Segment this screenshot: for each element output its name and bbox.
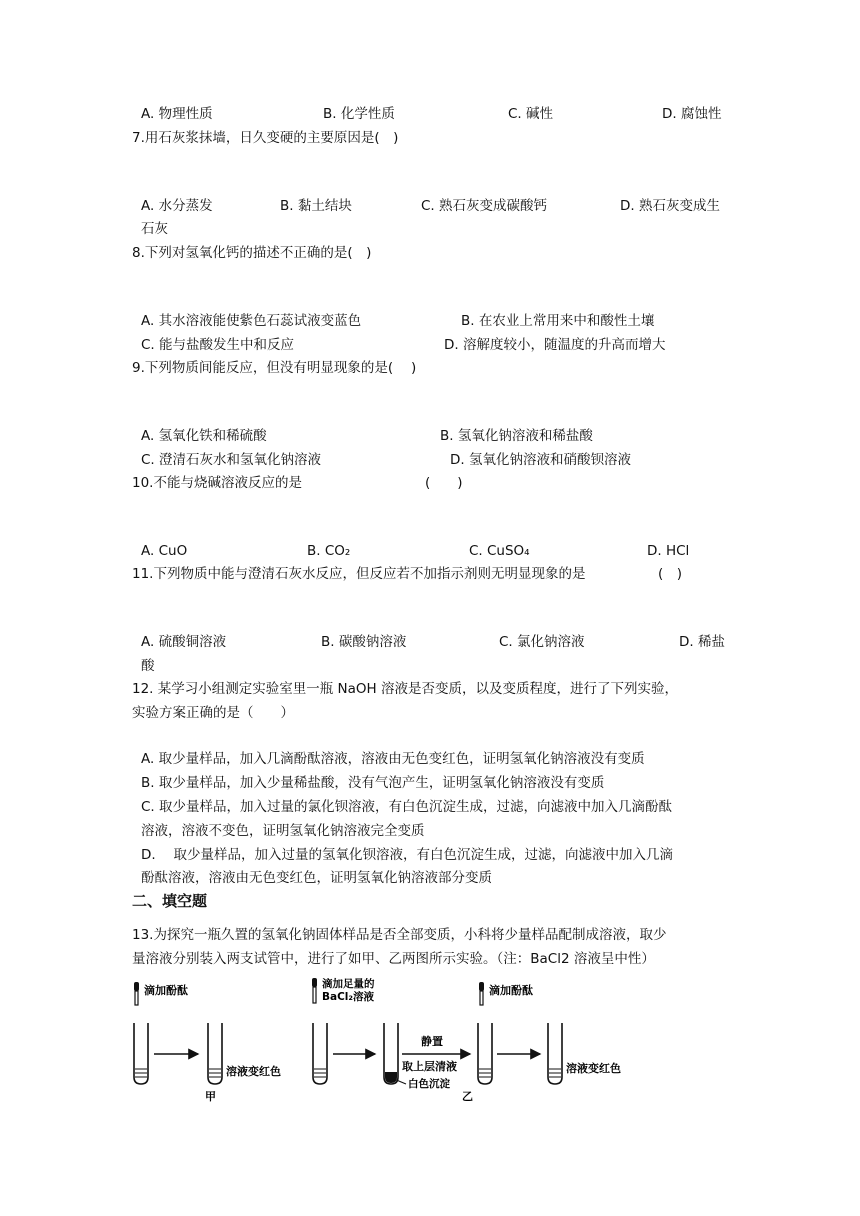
yi-dropper-2-icon — [479, 982, 484, 1005]
q11-option-d: D. 稀盐 — [679, 634, 725, 650]
q8-option-a: A. 其水溶液能使紫色石蕊试液变蓝色 — [141, 313, 362, 329]
q11-option-c: C. 氯化钠溶液 — [499, 634, 585, 650]
q12-option-b: B. 取少量样品，加入少量稀盐酸，没有气泡产生，证明氢氧化钠溶液没有变质 — [141, 775, 605, 791]
q8-option-c: C. 能与盐酸发生中和反应 — [141, 337, 295, 353]
q11-option-d-wrap: 酸 — [141, 658, 155, 674]
q12-option-d-line1: D. 取少量样品，加入过量的氢氧化钡溶液，有白色沉淀生成，过滤，向滤液中加入几滴 — [141, 847, 673, 863]
q9-option-d: D. 氢氧化钠溶液和硝酸钡溶液 — [450, 452, 631, 468]
q7-option-d-wrap: 石灰 — [141, 221, 168, 237]
q9-option-a: A. 氢氧化铁和稀硫酸 — [141, 428, 267, 444]
jia-drop-label: 滴加酚酞 — [144, 984, 188, 997]
jia-test-tube-2-icon — [208, 1023, 222, 1084]
jia-result-label: 溶液变红色 — [226, 1065, 281, 1078]
q12-option-d-line2: 酚酞溶液，溶液由无色变红色，证明氢氧化钠溶液部分变质 — [141, 870, 492, 886]
q11-option-a: A. 硫酸铜溶液 — [141, 634, 227, 650]
q6-option-a: A. 物理性质 — [141, 106, 213, 122]
jia-test-tube-1-icon — [134, 1023, 148, 1084]
yi-result-label: 溶液变红色 — [566, 1062, 621, 1075]
yi-test-tube-4-icon — [548, 1023, 562, 1084]
q10-option-a: A. CuO — [141, 543, 188, 559]
q12-option-c-line2: 溶液，溶液不变色，证明氢氧化钠溶液完全变质 — [141, 823, 425, 839]
yi-label: 乙 — [462, 1090, 473, 1103]
yi-drop-label-3: 滴加酚酞 — [489, 984, 533, 997]
q10-option-b: B. CO₂ — [307, 543, 351, 559]
q11-option-b: B. 碳酸钠溶液 — [321, 634, 407, 650]
jia-label: 甲 — [205, 1090, 216, 1103]
q7-option-d: D. 熟石灰变成生 — [620, 198, 720, 214]
q10-stem: 10.不能与烧碱溶液反应的是 — [132, 475, 302, 491]
q13-stem-line1: 13.为探究一瓶久置的氢氧化钠固体样品是否全部变质，小科将少量样品配制成溶液，取少 — [132, 927, 667, 943]
q12-stem-line2: 实验方案正确的是（ ） — [132, 705, 294, 721]
q10-option-d: D. HCl — [647, 543, 690, 559]
q8-option-d: D. 溶解度较小，随温度的升高而增大 — [444, 337, 666, 353]
q13-stem-line2: 量溶液分别装入两支试管中，进行了如甲、乙两图所示实验。（注：BaCl2 溶液呈中性） — [132, 951, 655, 967]
yi-step-label-1: 静置 — [421, 1035, 443, 1048]
yi-drop-label-2: BaCl₂溶液 — [322, 991, 374, 1003]
q7-option-c: C. 熟石灰变成碳酸钙 — [421, 198, 548, 214]
q7-stem: 7.用石灰浆抹墙，日久变硬的主要原因是( ) — [132, 130, 399, 146]
q10-paren: ( ) — [425, 475, 463, 491]
yi-test-tube-3-icon — [478, 1023, 492, 1084]
q7-option-b: B. 黏土结块 — [280, 198, 352, 214]
q12-stem-line1: 12. 某学习小组测定实验室里一瓶 NaOH 溶液是否变质，以及变质程度，进行了下列实验， — [132, 681, 678, 697]
q9-option-c: C. 澄清石灰水和氢氧化钠溶液 — [141, 452, 322, 468]
q9-option-b: B. 氢氧化钠溶液和稀盐酸 — [440, 428, 593, 444]
yi-dropper-1-icon — [312, 978, 317, 1003]
q6-option-d: D. 腐蚀性 — [662, 106, 722, 122]
q12-option-c-line1: C. 取少量样品，加入过量的氯化钡溶液，有白色沉淀生成，过滤，向滤液中加入几滴酚酞 — [141, 799, 673, 815]
yi-drop-label-1: 滴加足量的 — [322, 978, 375, 990]
q8-stem: 8.下列对氢氧化钙的描述不正确的是( ) — [132, 245, 372, 261]
q10-option-c: C. CuSO₄ — [469, 543, 530, 559]
yi-step-label-2: 取上层清液 — [402, 1060, 457, 1073]
jia-dropper-icon — [134, 982, 139, 1005]
yi-test-tube-2-icon — [384, 1023, 398, 1084]
q12-option-a: A. 取少量样品，加入几滴酚酞溶液，溶液由无色变红色，证明氢氧化钠溶液没有变质 — [141, 751, 645, 767]
q11-paren: ( ) — [658, 566, 683, 582]
experiment-figure — [130, 976, 650, 1106]
q6-option-b: B. 化学性质 — [323, 106, 395, 122]
yi-precip-label: 白色沉淀 — [408, 1078, 450, 1090]
q9-stem: 9.下列物质间能反应，但没有明显现象的是( ) — [132, 360, 417, 376]
q7-option-a: A. 水分蒸发 — [141, 198, 213, 214]
q11-stem: 11.下列物质中能与澄清石灰水反应，但反应若不加指示剂则无明显现象的是 — [132, 566, 586, 582]
q6-option-c: C. 碱性 — [508, 106, 554, 122]
yi-test-tube-1-icon — [313, 1023, 327, 1084]
q8-option-b: B. 在农业上常用来中和酸性土壤 — [461, 313, 655, 329]
section-title: 二、填空题 — [132, 892, 208, 910]
